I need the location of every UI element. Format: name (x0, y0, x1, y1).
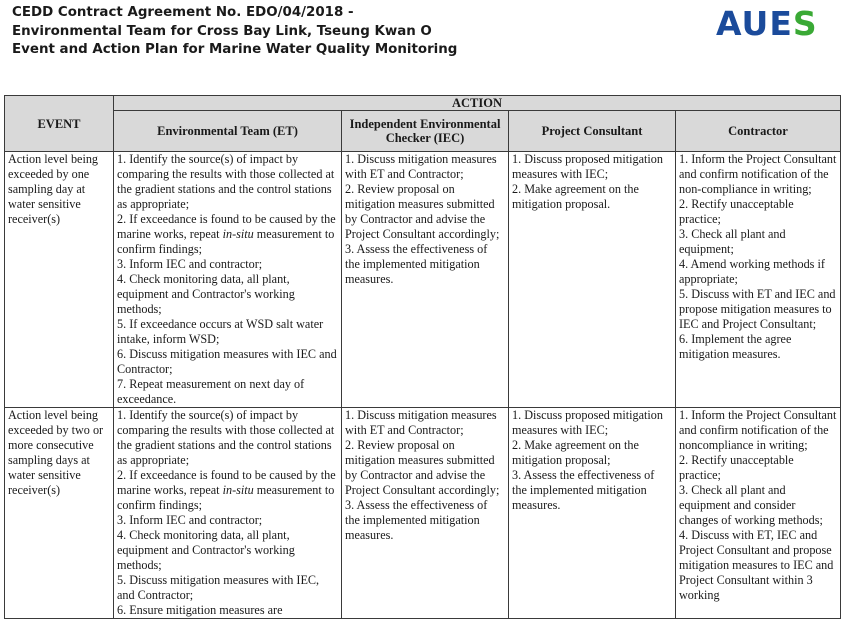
action-item: 3. Inform IEC and contractor; (117, 513, 263, 527)
action-item: 1. Identify the source(s) of impact by comparing the results with those collected at the gradient stations and the control stations as appropriate; (117, 408, 338, 467)
document-title (12, 4, 457, 60)
action-header: ACTION (114, 96, 841, 111)
action-item: 4. Check monitoring data, all plant, equipment and Contractor's working methods; (117, 528, 298, 572)
iec-actions-cell (342, 408, 509, 619)
action-item: 4. Discuss with ET, IEC and Project Consultant and propose mitigation measures to IEC and Project Consultant within 3 working (679, 528, 837, 602)
action-item: 6. Discuss mitigation measures with IEC and Contractor; (117, 347, 340, 376)
action-item: 2. If exceedance is found to be caused by the marine works, repeat in-situ measurement to confirm findings; (117, 468, 339, 512)
action-item: 2. Make agreement on the mitigation proposal; (512, 438, 642, 467)
action-item: 5. If exceedance occurs at WSD salt water intake, inform WSD; (117, 317, 327, 346)
action-item: 7. Repeat measurement on next day of exceedance. (117, 377, 308, 406)
action-item: 1. Inform the Project Consultant and confirm notification of the noncompliance in writing; (679, 408, 840, 452)
table-row (5, 152, 841, 408)
action-item: 3. Assess the effectiveness of the implemented mitigation measures. (345, 498, 491, 542)
action-item: 1. Discuss mitigation measures with ET and Contractor; (345, 408, 500, 437)
contractor-actions-cell (676, 152, 841, 408)
logo-letter: U (741, 4, 770, 43)
action-item: 1. Inform the Project Consultant and confirm notification of the non-compliance in writing; (679, 152, 840, 196)
column-header-project-consultant: Project Consultant (509, 111, 676, 152)
action-item: 2. Make agreement on the mitigation proposal. (512, 182, 642, 211)
logo-letter: S (792, 4, 818, 43)
action-item: 2. Rectify unacceptable practice; (679, 197, 797, 226)
action-item: 2. Review proposal on mitigation measures submitted by Contractor and advise the Project Consultant accordingly; (345, 438, 500, 497)
aues-logo (716, 4, 818, 44)
action-item: 2. If exceedance is found to be caused by the marine works, repeat in-situ measurement to confirm findings; (117, 212, 339, 256)
et-actions-cell (114, 408, 342, 619)
project-consultant-actions-cell (509, 152, 676, 408)
action-item: 4. Amend working methods if appropriate; (679, 257, 828, 286)
action-item: 6. Ensure mitigation measures are (117, 603, 283, 617)
action-item: 1. Discuss mitigation measures with ET and Contractor; (345, 152, 500, 181)
action-item: 3. Inform IEC and contractor; (117, 257, 263, 271)
contractor-actions-cell (676, 408, 841, 619)
title-line-plan: Event and Action Plan for Marine Water Quality Monitoring (12, 42, 458, 57)
event-cell: Action level being exceeded by two or more consecutive sampling days at water sensitive receiver(s) (5, 408, 114, 619)
logo-letter: A (716, 4, 742, 43)
action-item: 3. Assess the effectiveness of the implemented mitigation measures. (345, 242, 491, 286)
event-action-table (4, 95, 841, 619)
action-item: 6. Implement the agree mitigation measures. (679, 332, 795, 361)
action-item: 1. Identify the source(s) of impact by comparing the results with those collected at the gradient stations and the control stations as appropriate; (117, 152, 338, 211)
table-row (5, 408, 841, 619)
action-item: 2. Rectify unacceptable practice; (679, 453, 797, 482)
action-item: 1. Discuss proposed mitigation measures with IEC; (512, 408, 667, 437)
et-actions-cell (114, 152, 342, 408)
iec-actions-cell (342, 152, 509, 408)
event-cell: Action level being exceeded by one sampling day at water sensitive receiver(s) (5, 152, 114, 408)
action-item: 3. Assess the effectiveness of the implemented mitigation measures. (512, 468, 658, 512)
action-item: 3. Check all plant and equipment and consider changes of working methods; (679, 483, 823, 527)
action-item: 5. Discuss mitigation measures with IEC, and Contractor; (117, 573, 323, 602)
event-header: EVENT (5, 96, 114, 152)
column-header-contractor: Contractor (676, 111, 841, 152)
title-line-contract: CEDD Contract Agreement No. EDO/04/2018 - (12, 5, 354, 20)
title-line-team: Environmental Team for Cross Bay Link, Tseung Kwan O (12, 23, 432, 39)
action-item: 1. Discuss proposed mitigation measures with IEC; (512, 152, 667, 181)
action-item: 2. Review proposal on mitigation measures submitted by Contractor and advise the Project Consultant accordingly; (345, 182, 500, 241)
logo-letter: E (769, 4, 793, 43)
column-header-et: Environmental Team (ET) (114, 111, 342, 152)
column-header-iec: Independent Environmental Checker (IEC) (342, 111, 509, 152)
project-consultant-actions-cell (509, 408, 676, 619)
action-item: 4. Check monitoring data, all plant, equipment and Contractor's working methods; (117, 272, 298, 316)
action-item: 5. Discuss with ET and IEC and propose mitigation measures to IEC and Project Consultant; (679, 287, 839, 331)
action-item: 3. Check all plant and equipment; (679, 227, 789, 256)
